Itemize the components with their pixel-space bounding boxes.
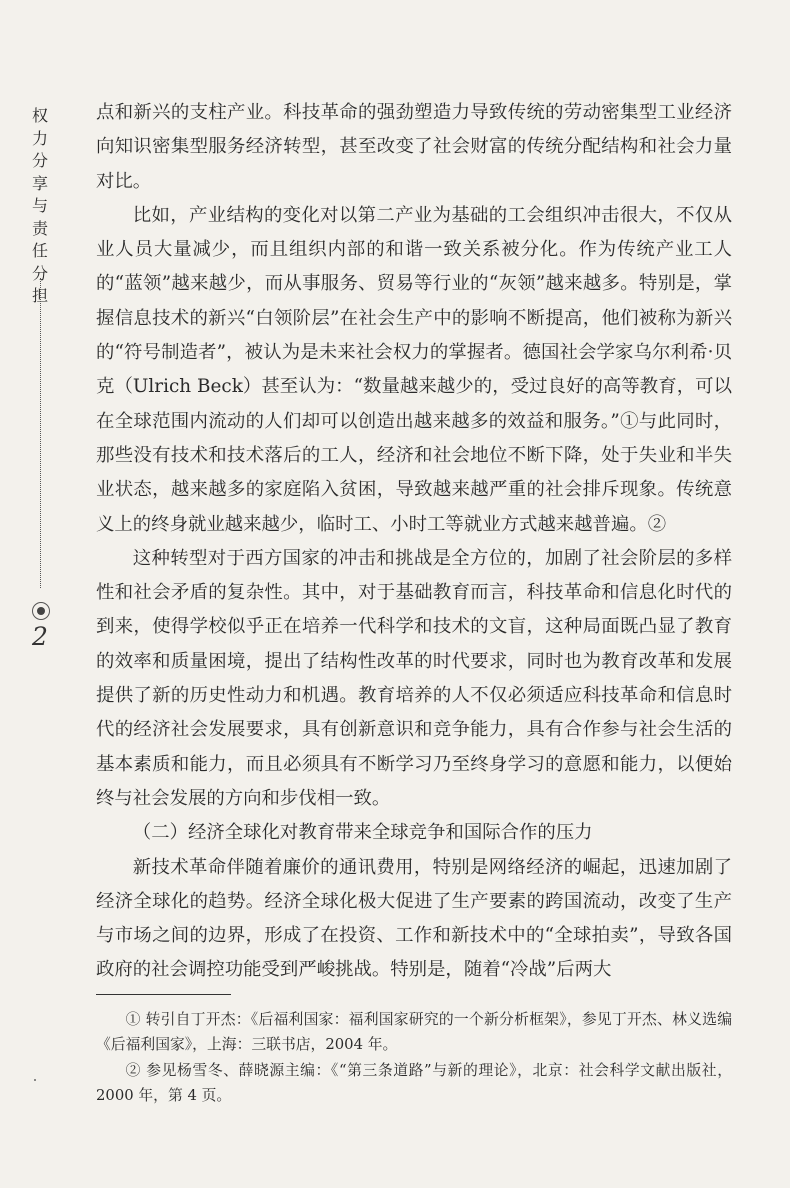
running-head-rule <box>40 278 41 588</box>
paragraph-4: 新技术革命伴随着廉价的通讯费用，特别是网络经济的崛起，迅速加剧了经济全球化的趋势。经济全球化极大促进了生产要素的跨国流动，改变了生产与市场之间的边界，形成了在投资、工作和新技术中的“全球拍卖”，导致各国政府的社会调控功能受到严峻挑战。特别是，随着“冷战”后两大 <box>96 856 732 981</box>
running-head: 权力分享与责任分担 <box>31 106 48 305</box>
paragraph-1: 点和新兴的支柱产业。科技革命的强劲塑造力导致传统的劳动密集型工业经济向知识密集型服务经济转型，甚至改变了社会财富的传统分配结构和社会力量对比。 <box>96 102 732 192</box>
body-text <box>96 96 732 988</box>
footnote-divider <box>96 994 231 995</box>
page-speck <box>34 1079 36 1081</box>
section-heading: （二）经济全球化对教育带来全球竞争和国际合作的压力 <box>132 822 593 844</box>
page-number: 2 <box>32 622 48 651</box>
page-ornament-icon <box>32 602 50 620</box>
paragraph-3: 这种转型对于西方国家的冲击和挑战是全方位的，加剧了社会阶层的多样性和社会矛盾的复杂性。其中，对于基础教育而言，科技革命和信息化时代的到来，使得学校似乎正在培养一代科学和技术的文盲，这种局面既凸显了教育的效率和质量困境，提出了结构性改革的时代要求，同时也为教育改革和发展提供了新的历史性动力和机遇。教育培养的人不仅必须适应科技革命和信息时代的经济社会发展要求，具有创新意识和竞争能力，具有合作参与社会生活的基本素质和能力，而且必须具有不断学习乃至终身学习的意愿和能力，以便始终与社会发展的方向和步伐相一致。 <box>96 547 732 809</box>
footnote-2: ② 参见杨雪冬、薛晓源主编：《“第三条道路”与新的理论》，北京：社会科学文献出版社，2000 年，第 4 页。 <box>96 1062 732 1104</box>
footnotes <box>96 1007 732 1109</box>
paragraph-2: 比如，产业结构的变化对以第二产业为基础的工会组织冲击很大，不仅从业人员大量减少，而且组织内部的和谐一致关系被分化。作为传统产业工人的“蓝领”越来越少，而从事服务、贸易等行业的“灰领”越来越多。特别是，掌握信息技术的新兴“白领阶层”在社会生产中的影响不断提高，他们被称为新兴的“符号制造者”，被认为是未来社会权力的掌握者。德国社会学家乌尔利希·贝克（Ulrich Beck）甚至认为：“数量越来越少的，受过良好的高等教育，可以在全球范围内流动的人们却可以创造出越来越多的效益和服务。”①与此同时，那些没有技术和技术落后的工人，经济和社会地位不断下降，处于失业和半失业状态，越来越多的家庭陷入贫困，导致越来越严重的社会排斥现象。传统意义上的终身就业越来越少，临时工、小时工等就业方式越来越普遍。② <box>96 204 732 535</box>
footnote-1: ① 转引自丁开杰：《后福利国家：福利国家研究的一个新分析框架》，参见丁开杰、林义选编《后福利国家》，上海：三联书店，2004 年。 <box>96 1011 732 1053</box>
